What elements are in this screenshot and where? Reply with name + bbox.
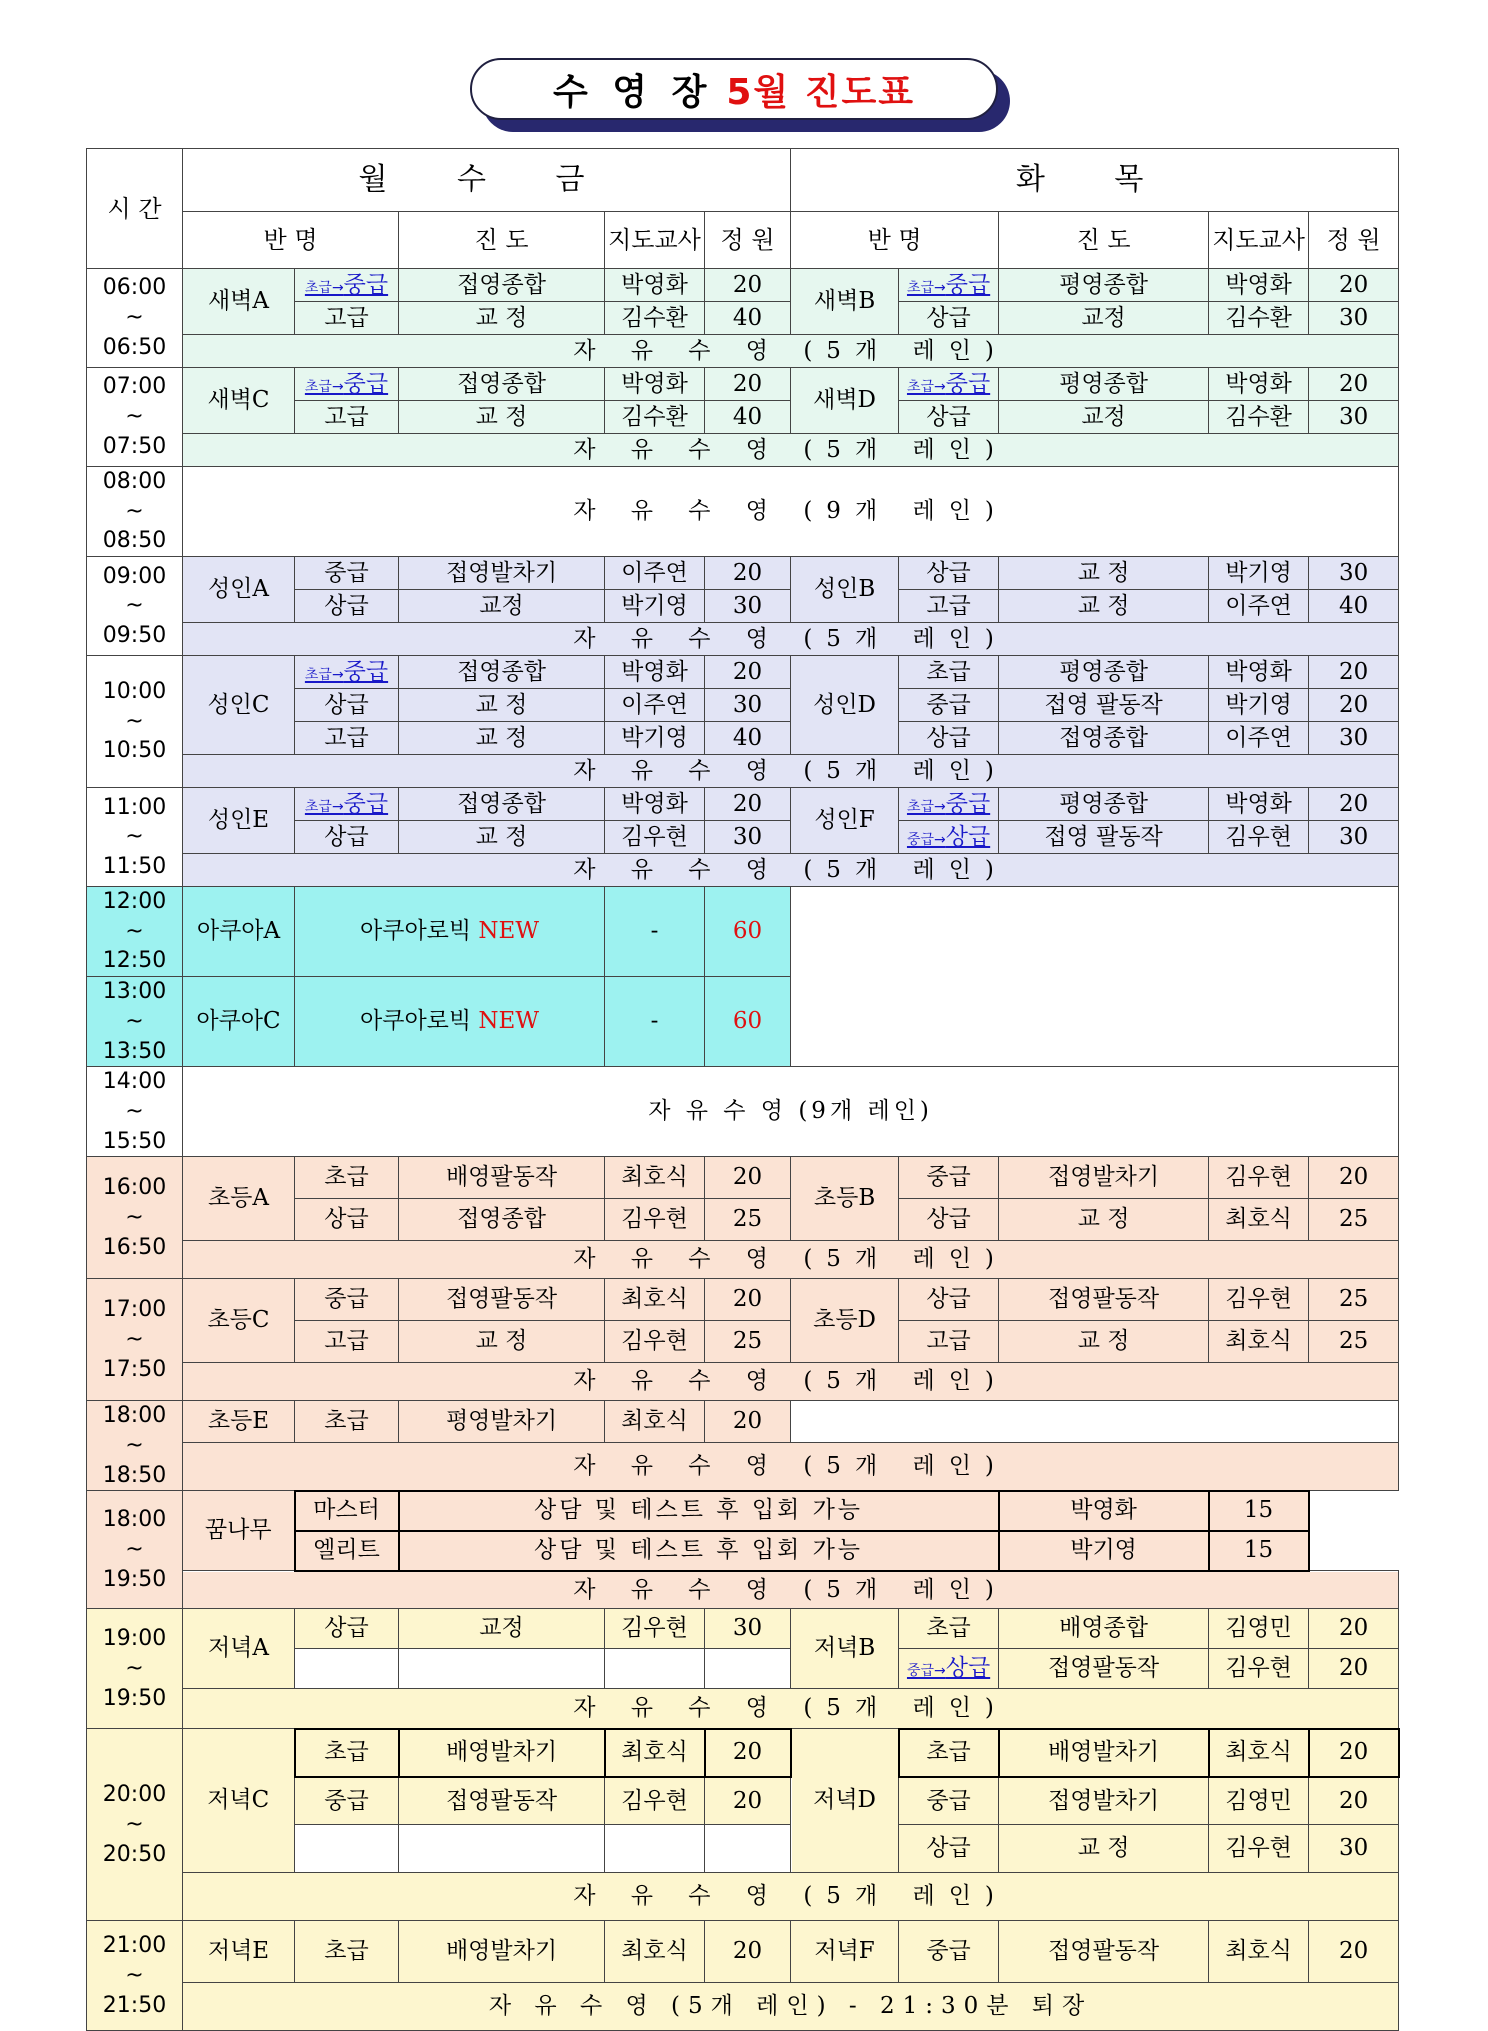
class-name: 초등E <box>183 1401 295 1443</box>
progress-cell: 평영종합 <box>999 788 1209 821</box>
free-swim-row-last: 자 유 수 영 (5개 레인) - 21:30분 퇴장 <box>183 1983 1399 2031</box>
new-badge: NEW <box>478 1008 539 1035</box>
level-cell: 중급 <box>899 689 999 722</box>
level-cell: 마스터 <box>295 1491 399 1531</box>
teacher-cell: 김우현 <box>605 1777 705 1825</box>
progress-cell: 교 정 <box>999 1321 1209 1363</box>
teacher-cell: 이주연 <box>1209 722 1309 755</box>
level-progression: 초급→중급 <box>899 788 999 821</box>
time-cell: 20:00 ~ 20:50 <box>87 1729 183 1921</box>
level-progression: 초급→중급 <box>899 368 999 401</box>
progress-cell: 접영발차기 <box>399 557 605 590</box>
time-cell: 17:00 ~ 17:50 <box>87 1279 183 1401</box>
time-cell: 10:00 ~ 10:50 <box>87 656 183 788</box>
capacity-cell: 20 <box>1309 689 1399 722</box>
aqua-program-cell: 아쿠아로빅 NEW <box>295 977 605 1067</box>
teacher-cell: 박영화 <box>1209 788 1309 821</box>
progress-cell: 접영종합 <box>399 368 605 401</box>
class-name: 저녁E <box>183 1921 295 1983</box>
capacity-cell: 20 <box>705 557 791 590</box>
teacher-cell: 박영화 <box>605 788 705 821</box>
progress-cell: 접영종합 <box>399 656 605 689</box>
capacity-cell: 60 <box>705 887 791 977</box>
level-cell: 상급 <box>295 590 399 623</box>
header-time: 시 간 <box>87 149 183 269</box>
empty-cell <box>705 1649 791 1689</box>
teacher-cell: 최호식 <box>605 1401 705 1443</box>
teacher-cell: 최호식 <box>1209 1921 1309 1983</box>
progress-cell: 접영종합 <box>399 269 605 302</box>
progress-cell: 접영발차기 <box>999 1157 1209 1199</box>
progress-cell: 배영발차기 <box>399 1729 605 1777</box>
teacher-cell: 박영화 <box>605 656 705 689</box>
teacher-cell: 김우현 <box>1209 821 1309 854</box>
class-name: 새벽C <box>183 368 295 434</box>
progress-cell: 교 정 <box>399 401 605 434</box>
teacher-cell: 김우현 <box>605 1321 705 1363</box>
class-name: 새벽A <box>183 269 295 335</box>
free-swim-row: 자 유 수 영 (5개 레인) <box>183 434 1399 467</box>
free-swim-row: 자 유 수 영 (9개 레인) <box>183 467 1399 557</box>
level-progression: 초급→중급 <box>295 368 399 401</box>
class-name: 초등B <box>791 1157 899 1241</box>
class-name: 새벽B <box>791 269 899 335</box>
free-swim-row: 자 유 수 영 (5개 레인) <box>183 335 1399 368</box>
capacity-cell: 20 <box>1309 368 1399 401</box>
empty-cell <box>605 1649 705 1689</box>
capacity-cell: 20 <box>1309 656 1399 689</box>
teacher-cell: 이주연 <box>605 689 705 722</box>
capacity-cell: 40 <box>705 722 791 755</box>
level-cell: 상급 <box>295 1199 399 1241</box>
time-cell: 21:00 ~ 21:50 <box>87 1921 183 2031</box>
empty-cell <box>399 1825 605 1873</box>
level-cell: 상급 <box>899 1199 999 1241</box>
header-class: 반 명 <box>791 212 999 269</box>
teacher-cell: 이주연 <box>1209 590 1309 623</box>
class-name: 꿈나무 <box>183 1491 295 1571</box>
class-name: 저녁A <box>183 1609 295 1689</box>
level-cell: 고급 <box>899 1321 999 1363</box>
progress-cell: 교 정 <box>999 590 1209 623</box>
class-name: 성인D <box>791 656 899 755</box>
level-cell: 상급 <box>295 1609 399 1649</box>
level-cell: 중급 <box>899 1157 999 1199</box>
teacher-cell: 최호식 <box>1209 1729 1309 1777</box>
capacity-cell: 25 <box>1309 1321 1399 1363</box>
free-swim-row: 자 유 수 영 (5개 레인) <box>183 1443 1399 1491</box>
teacher-cell: 박영화 <box>1209 656 1309 689</box>
capacity-cell: 20 <box>705 788 791 821</box>
capacity-cell: 20 <box>705 1279 791 1321</box>
time-cell: 14:00 ~ 15:50 <box>87 1067 183 1157</box>
class-name: 새벽D <box>791 368 899 434</box>
title-banner <box>470 58 1010 128</box>
level-progression: 초급→중급 <box>899 269 999 302</box>
level-cell: 초급 <box>899 1729 999 1777</box>
title-main: 수 영 장 <box>552 71 713 113</box>
level-cell: 초급 <box>899 1609 999 1649</box>
class-name: 성인A <box>183 557 295 623</box>
progress-cell: 교정 <box>399 1609 605 1649</box>
teacher-cell: 김수환 <box>1209 401 1309 434</box>
teacher-cell: 최호식 <box>1209 1199 1309 1241</box>
teacher-cell: 김영민 <box>1209 1777 1309 1825</box>
capacity-cell: 30 <box>1309 401 1399 434</box>
progress-cell: 평영종합 <box>999 368 1209 401</box>
header-group-mwf: 월 수 금 <box>183 149 791 212</box>
capacity-cell: 30 <box>705 821 791 854</box>
progress-cell: 접영팔동작 <box>999 1921 1209 1983</box>
empty-cell <box>399 1649 605 1689</box>
progress-cell: 교 정 <box>399 821 605 854</box>
progress-cell: 접영종합 <box>399 1199 605 1241</box>
level-cell: 중급 <box>899 1777 999 1825</box>
empty-cell <box>705 1825 791 1873</box>
empty-cell <box>791 1401 1399 1443</box>
teacher-cell: 이주연 <box>605 557 705 590</box>
class-name: 성인F <box>791 788 899 854</box>
capacity-cell: 30 <box>1309 302 1399 335</box>
class-name: 아쿠아C <box>183 977 295 1067</box>
header-class: 반 명 <box>183 212 399 269</box>
capacity-cell: 30 <box>705 1609 791 1649</box>
class-name: 저녁C <box>183 1729 295 1873</box>
time-cell: 18:00 ~ 19:50 <box>87 1491 183 1609</box>
teacher-cell: 김수환 <box>605 302 705 335</box>
teacher-cell: 김우현 <box>1209 1157 1309 1199</box>
teacher-cell: 최호식 <box>605 1279 705 1321</box>
capacity-cell: 20 <box>705 1157 791 1199</box>
free-swim-row: 자 유 수 영 (9개 레인) <box>183 1067 1399 1157</box>
free-swim-row: 자 유 수 영 (5개 레인) <box>183 1363 1399 1401</box>
progress-cell: 배영종합 <box>999 1609 1209 1649</box>
aqua-program-cell: 아쿠아로빅 NEW <box>295 887 605 977</box>
capacity-cell: 20 <box>705 1401 791 1443</box>
progress-cell: 교정 <box>999 302 1209 335</box>
level-cell: 고급 <box>899 590 999 623</box>
capacity-cell: 40 <box>705 302 791 335</box>
progress-cell: 교 정 <box>399 1321 605 1363</box>
capacity-cell: 25 <box>1309 1279 1399 1321</box>
class-name: 성인C <box>183 656 295 755</box>
progress-cell: 교 정 <box>999 1825 1209 1873</box>
empty-cell <box>791 887 1399 1067</box>
empty-cell <box>295 1825 399 1873</box>
progress-cell: 교 정 <box>999 1199 1209 1241</box>
capacity-cell: 30 <box>1309 1825 1399 1873</box>
progress-cell: 교정 <box>399 590 605 623</box>
progress-cell: 평영종합 <box>999 269 1209 302</box>
level-cell: 엘리트 <box>295 1531 399 1571</box>
time-cell: 06:00 ~ 06:50 <box>87 269 183 368</box>
free-swim-row: 자 유 수 영 (5개 레인) <box>183 1873 1399 1921</box>
progress-cell: 교 정 <box>399 722 605 755</box>
level-progression: 중급→상급 <box>899 1649 999 1689</box>
level-cell: 초급 <box>899 656 999 689</box>
capacity-cell: 30 <box>1309 557 1399 590</box>
empty-cell <box>295 1649 399 1689</box>
teacher-cell: 박기영 <box>605 590 705 623</box>
level-cell: 상급 <box>899 1825 999 1873</box>
class-name: 초등C <box>183 1279 295 1363</box>
teacher-cell: 최호식 <box>605 1729 705 1777</box>
header-group-tt: 화 목 <box>791 149 1399 212</box>
capacity-cell: 20 <box>705 656 791 689</box>
teacher-cell: 김수환 <box>1209 302 1309 335</box>
level-cell: 고급 <box>295 722 399 755</box>
time-cell: 13:00 ~ 13:50 <box>87 977 183 1067</box>
progress-cell: 접영팔동작 <box>999 1279 1209 1321</box>
level-cell: 중급 <box>295 557 399 590</box>
free-swim-row: 자 유 수 영 (5개 레인) <box>183 854 1399 887</box>
capacity-cell: 20 <box>1309 1157 1399 1199</box>
class-name: 성인B <box>791 557 899 623</box>
time-cell: 16:00 ~ 16:50 <box>87 1157 183 1279</box>
progress-cell: 평영발차기 <box>399 1401 605 1443</box>
capacity-cell: 20 <box>1309 1649 1399 1689</box>
teacher-cell: 김우현 <box>1209 1825 1309 1873</box>
level-cell: 고급 <box>295 401 399 434</box>
level-cell: 상급 <box>899 722 999 755</box>
capacity-cell: 30 <box>1309 821 1399 854</box>
time-cell: 09:00 ~ 09:50 <box>87 557 183 656</box>
level-progression: 초급→중급 <box>295 656 399 689</box>
teacher-cell: 박기영 <box>999 1531 1209 1571</box>
teacher-cell: 박영화 <box>1209 269 1309 302</box>
capacity-cell: 15 <box>1209 1491 1309 1531</box>
progress-cell: 배영발차기 <box>999 1729 1209 1777</box>
teacher-cell: 박영화 <box>605 368 705 401</box>
time-cell: 07:00 ~ 07:50 <box>87 368 183 467</box>
capacity-cell: 20 <box>705 1921 791 1983</box>
teacher-cell: 박영화 <box>605 269 705 302</box>
capacity-cell: 25 <box>705 1321 791 1363</box>
capacity-cell: 30 <box>705 590 791 623</box>
teacher-cell: 최호식 <box>605 1921 705 1983</box>
progress-cell: 배영팔동작 <box>399 1157 605 1199</box>
progress-cell: 접영팔동작 <box>399 1777 605 1825</box>
progress-cell: 접영종합 <box>999 722 1209 755</box>
level-cell: 중급 <box>899 1921 999 1983</box>
capacity-cell: 20 <box>705 1777 791 1825</box>
progress-cell: 접영팔동작 <box>399 1279 605 1321</box>
progress-cell: 접영 팔동작 <box>999 821 1209 854</box>
class-name: 저녁F <box>791 1921 899 1983</box>
progress-cell: 접영발차기 <box>999 1777 1209 1825</box>
level-cell: 상급 <box>899 302 999 335</box>
consult-note: 상담 및 테스트 후 입회 가능 <box>399 1491 999 1531</box>
level-cell: 고급 <box>295 1321 399 1363</box>
free-swim-row: 자 유 수 영 (5개 레인) <box>183 623 1399 656</box>
time-cell: 12:00 ~ 12:50 <box>87 887 183 977</box>
time-cell: 11:00 ~ 11:50 <box>87 788 183 887</box>
header-progress: 진 도 <box>399 212 605 269</box>
level-cell: 상급 <box>899 1279 999 1321</box>
teacher-cell: - <box>605 977 705 1067</box>
teacher-cell: 김우현 <box>605 821 705 854</box>
capacity-cell: 60 <box>705 977 791 1067</box>
progress-cell: 평영종합 <box>999 656 1209 689</box>
header-progress: 진 도 <box>999 212 1209 269</box>
teacher-cell: 김우현 <box>605 1609 705 1649</box>
teacher-cell: 박영화 <box>999 1491 1209 1531</box>
time-cell: 18:00 ~ 18:50 <box>87 1401 183 1491</box>
empty-cell <box>605 1825 705 1873</box>
level-cell: 초급 <box>295 1401 399 1443</box>
level-progression: 초급→중급 <box>295 788 399 821</box>
header-capacity: 정 원 <box>705 212 791 269</box>
capacity-cell: 25 <box>1309 1199 1399 1241</box>
teacher-cell: 김수환 <box>605 401 705 434</box>
capacity-cell: 20 <box>1309 1609 1399 1649</box>
progress-cell: 접영 팔동작 <box>999 689 1209 722</box>
level-cell: 상급 <box>295 821 399 854</box>
schedule-table <box>86 148 1400 2031</box>
new-badge: NEW <box>478 918 539 945</box>
teacher-cell: - <box>605 887 705 977</box>
class-name: 저녁D <box>791 1729 899 1873</box>
teacher-cell: 박영화 <box>1209 368 1309 401</box>
capacity-cell: 20 <box>1309 1729 1399 1777</box>
class-name: 초등A <box>183 1157 295 1241</box>
title-highlight: 5월 진도표 <box>726 71 916 113</box>
level-cell: 상급 <box>899 401 999 434</box>
level-cell: 중급 <box>295 1279 399 1321</box>
teacher-cell: 김우현 <box>605 1199 705 1241</box>
level-cell: 초급 <box>295 1729 399 1777</box>
progress-cell: 교 정 <box>399 689 605 722</box>
teacher-cell: 최호식 <box>1209 1321 1309 1363</box>
class-name: 초등D <box>791 1279 899 1363</box>
capacity-cell: 40 <box>705 401 791 434</box>
teacher-cell: 김우현 <box>1209 1649 1309 1689</box>
capacity-cell: 20 <box>1309 269 1399 302</box>
header-capacity: 정 원 <box>1309 212 1399 269</box>
level-cell: 상급 <box>899 557 999 590</box>
progress-cell: 교 정 <box>999 557 1209 590</box>
capacity-cell: 25 <box>705 1199 791 1241</box>
capacity-cell: 40 <box>1309 590 1399 623</box>
level-cell: 상급 <box>295 689 399 722</box>
progress-cell: 교정 <box>999 401 1209 434</box>
free-swim-row: 자 유 수 영 (5개 레인) <box>183 1241 1399 1279</box>
level-cell: 고급 <box>295 302 399 335</box>
time-cell: 08:00 ~ 08:50 <box>87 467 183 557</box>
level-cell: 초급 <box>295 1921 399 1983</box>
capacity-cell: 20 <box>705 1729 791 1777</box>
class-name: 저녁B <box>791 1609 899 1689</box>
progress-cell: 교 정 <box>399 302 605 335</box>
teacher-cell: 박기영 <box>605 722 705 755</box>
level-progression: 중급→상급 <box>899 821 999 854</box>
capacity-cell: 30 <box>1309 722 1399 755</box>
capacity-cell: 20 <box>705 368 791 401</box>
capacity-cell: 15 <box>1209 1531 1309 1571</box>
free-swim-row: 자 유 수 영 (5개 레인) <box>183 1571 1399 1609</box>
progress-cell: 배영발차기 <box>399 1921 605 1983</box>
consult-note: 상담 및 테스트 후 입회 가능 <box>399 1531 999 1571</box>
capacity-cell: 20 <box>705 269 791 302</box>
progress-cell: 접영종합 <box>399 788 605 821</box>
class-name: 성인E <box>183 788 295 854</box>
free-swim-row: 자 유 수 영 (5개 레인) <box>183 755 1399 788</box>
teacher-cell: 박기영 <box>1209 689 1309 722</box>
teacher-cell: 최호식 <box>605 1157 705 1199</box>
capacity-cell: 20 <box>1309 788 1399 821</box>
level-progression: 초급→중급 <box>295 269 399 302</box>
teacher-cell: 김영민 <box>1209 1609 1309 1649</box>
free-swim-row: 자 유 수 영 (5개 레인) <box>183 1689 1399 1729</box>
teacher-cell: 박기영 <box>1209 557 1309 590</box>
level-cell: 중급 <box>295 1777 399 1825</box>
capacity-cell: 20 <box>1309 1777 1399 1825</box>
class-name: 아쿠아A <box>183 887 295 977</box>
time-cell: 19:00 ~ 19:50 <box>87 1609 183 1729</box>
capacity-cell: 20 <box>1309 1921 1399 1983</box>
capacity-cell: 30 <box>705 689 791 722</box>
progress-cell: 접영팔동작 <box>999 1649 1209 1689</box>
level-cell: 초급 <box>295 1157 399 1199</box>
teacher-cell: 김우현 <box>1209 1279 1309 1321</box>
header-teacher: 지도교사 <box>605 212 705 269</box>
page-title <box>470 58 998 120</box>
header-teacher: 지도교사 <box>1209 212 1309 269</box>
